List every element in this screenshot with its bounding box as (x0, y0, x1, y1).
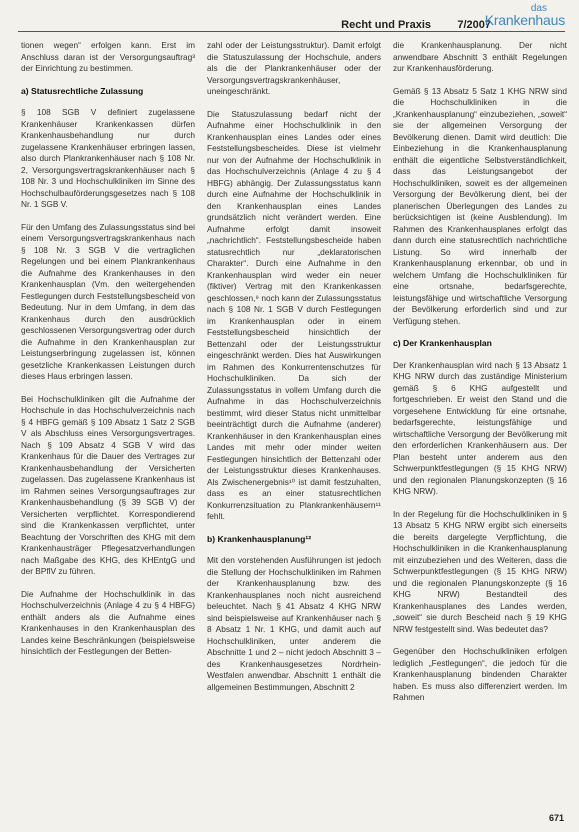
magazine-logo (484, 3, 565, 30)
paragraph: Die Statuszulassung bedarf nicht der Aufnahme einer Hochschulklinik in den Krankenhausplan eines Landes oder eines Feststellungsbescheides. Diese ist vielmehr nur von der Aufnahme der Hochschulklinik in das Hochschulverzeichnis (Anlage 4 zu § 4 HBFG) abhängig. Der Zulassungsstatus kann durch eine Aufnahme der Hochschulklinik in den Krankenhausplan eines Landes grundsätzlich nicht verändert werden. Eine Aufnahme erfolgt damit insoweit „nachrichtlich“. Feststellungsbescheide haben statusrechtlich nur „deklaratorischen Charakter“. Durch eine Aufnahme in den Krankenhausplan wird weder ein neuer (fiktiver) Vertrag mit den Krankenkassen geschlossen,⁹ noch kann der Zulassungsstatus nach § 108 Nr. 1 SGB V durch Festlegungen im Krankenhausplan oder in einem Feststellungsbescheid hinsichtlich der Bettenzahl oder der Leistungsstruktur eingeschränkt werden. Dies hat Auswirkungen im Rahmen des Konkurrentenschutzes für Hochschulkliniken. Da sich der Zulassungsstatus in vollem Umfang durch die Aufnahme in das Hochschulverzeichnis bestimmt, wird dieser Status nicht unmittelbar beeinträchtigt durch die Aufnahme (anderer) Krankenhäuser in den Krankenhausplan eines Landes mit mehr oder minder weiten Festlegungen hinsichtlich der Bettenzahl oder der Leistungsstruktur dieses Krankenhauses. Als Zwischenergebnis¹⁰ ist damit festzuhalten, dass es an einer statusrechtlichen Konkurrenzsituation zu Plankrankenhäusern¹¹ fehlt. (207, 108, 381, 521)
header-rule (18, 31, 565, 32)
paragraph: Bei Hochschulkliniken gilt die Aufnahme der Hochschule in das Hochschulverzeichnis nach § 4 HBFG gemäß § 109 Absatz 1 Satz 2 SGB V als Abschluss eines Versorgungsvertrages. Nach § 109 Absatz 4 SGB V wird das Krankenhaus für die Dauer des Vertrages zur Krankenhausbehandlung der Versicherten zugelassen. Das zugelassene Krankenhaus ist im Rahmen seines Versorgungsauftrages zur Krankenhausbehandlung (§ 39 SGB V) der Versicherten verpflichtet. Korrespondierend sind die Krankenkassen verpflichtet, unter Beachtung der Vorschriften des KHG mit dem Krankenhausträger Pflegesatzverhandlungen nach Maßgabe des KHG, des KHEntgG und der BPflV zu führen. (21, 393, 195, 576)
page-header (0, 0, 579, 40)
issue-number: 7/2007 (457, 19, 491, 31)
paragraph: In der Regelung für die Hochschulkliniken in § 13 Absatz 5 KHG NRW ergibt sich einerseits die bereits dargelegte Verpflichtung, die Hochschulkliniken in die Krankenhausplanung mit einzubeziehen und des Weiteren, dass die Schwerpunktfestlegungen (§ 15 KHG NRW) und die regionalen Planungskonzepte (§ 16 KHG NRW) Bestandteil des Krankenhausplanes des Landes werden, „soweit“ sie durch Bescheid nach § 19 KHG NRW festgestellt sind. Was bedeutet das? (393, 508, 567, 634)
section-heading: c) Der Krankenhausplan (393, 338, 492, 348)
text-column-middle (207, 40, 381, 815)
paragraph: zahl oder der Leistungsstruktur). Damit erfolgt die Statuszulassung der Hochschule, anders als die der Plankrankenhäuser oder der Versorgungsvertragskrankenhäuser, uneingeschränkt. (207, 40, 381, 96)
logo-title: Krankenhaus (484, 12, 565, 28)
paragraph: tionen wegen“ erfolgen kann. Erst im Anschluss daran ist der Versorgungsauftrag³ der Einrichtung zu bestimmen. (21, 40, 195, 73)
section-heading: a) Statusrechtliche Zulassung (21, 85, 144, 96)
paragraph: § 108 SGB V definiert zugelassene Krankenhäuser Krankenkassen dürfen Krankenhausbehandlung nur durch zugelassene Krankenhäuser erbringen lassen, also durch Plankrankenhäuser nach § 108 Nr. 2, Versorgungsvertragskrankenhäuser nach § 108 Nr. 3 und Hochschulkliniken im Sinne des Hochschulbauförderungsgesetzes nach § 108 Nr. 1 SGB V. (21, 107, 195, 209)
paragraph: Die Aufnahme der Hochschulklinik in das Hochschulverzeichnis (Anlage 4 zu § 4 HBFG) enthält anders als die Aufnahme eines Krankenhauses in den Krankenhausplan des Landes keine Beschränkungen (beispielsweise hinsichtlich der Festlegungen der Betten- (21, 588, 195, 656)
paragraph: Für den Umfang des Zulassungsstatus sind bei einem Versorgungsvertragskrankenhaus nach § 108 Nr. 3 SGB V die vertraglichen Regelungen und bei einem Plankrankenhaus die Aufnahme des Krankenhauses in den Krankenhausplan (Vm. den weitergehenden Festlegungen durch Feststellungsbescheid von Bedeutung. Nur in dem Umfang, in dem das Krankenhaus durch den ausdrücklich geschlossenen Versorgungsvertrag oder durch die Aufnahme in den Krankenhausplan zur Leistungserbringung zugelassen ist, können gesetzliche Krankenkassen Leistungen durch dieses Haus erbringen lassen. (21, 221, 195, 381)
paragraph: Mit den vorstehenden Ausführungen ist jedoch die Stellung der Hochschulkliniken im Rahmen der Krankenhausplanung bzw. des Krankenhausplanes noch nicht ausreichend beleuchtet. Nach § 41 Absatz 4 KHG NRW sind beispielsweise auf Krankenhäuser nach § 8 Absatz 1 Nr. 1 KHG, und damit auch auf Hochschulkliniken, unter anderem die Abschnitte 1 und 2 – nicht jedoch Abschnitt 3 – des Krankenhausgesetzes Nordrhein-Westfalen anwendbar. Abschnitt 1 enthält die allgemeinen Bestimmungen, Abschnitt 2 (207, 555, 381, 692)
paragraph: Der Krankenhausplan wird nach § 13 Absatz 1 KHG NRW durch das zuständige Ministerium gemäß § 6 KHG aufgestellt und fortgeschrieben. Er weist den Stand und die vorgesehene Entwicklung für eine ortsnahe, bedarfsgerechte, leistungsfähige und wirtschaftliche Versorgung der Bevölkerung mit den erforderlichen Krankenhäusern aus. Der Plan besteht unter anderem aus den Schwerpunktfestlegungen (§ 15 KHG NRW) und den regionalen Planungskonzepten (§ 16 KHG NRW). (393, 359, 567, 496)
text-column-left (21, 40, 195, 815)
paragraph: Gemäß § 13 Absatz 5 Satz 1 KHG NRW sind die Hochschulkliniken in die „Krankenhausplanung“ einzubeziehen, „soweit“ sie der allgemeinen Versorgung der Bevölkerung dienen. Damit wird deutlich: Die Einbeziehung in die Krankenhausplanung enthält die eigentliche Selbstverständlichkeit, dass das Leistungsangebot der Hochschulkliniken, soweit es der allgemeinen Versorgung der Bevölkerung dient, bei der planerischen Überlegungen des Landes zu berücksichtigen ist (keine Ausblendung). Im Rahmen des Krankenhausplanes erfolgt das dann durch eine statusrechtlich nachrichtliche Listung. So wird innerhalb der Krankenhausplanung erkennbar, ob und in welchem Umfang die Hochschulkliniken für eine ortsnahe, bedarfsgerechte, leistungsfähige und wirtschaftliche Versorgung der Bevölkerung erforderlich sind und zur Verfügung stehen. (393, 85, 567, 326)
logo-article: das (530, 3, 547, 14)
paragraph: Gegenüber den Hochschulkliniken erfolgen lediglich „Festlegungen“, die jedoch für die Krankenhausplanung bindenden Charakter haben. Es muss also differenziert werden. Im Rahmen (393, 646, 567, 702)
text-column-right (393, 40, 567, 815)
section-heading: b) Krankenhausplanung¹² (207, 533, 312, 544)
page-number: 671 (548, 813, 564, 823)
section-title: Recht und Praxis (341, 19, 431, 31)
paragraph: die Krankenhausplanung. Der nicht anwendbare Abschnitt 3 enthält Regelungen zur Krankenhausförderung. (393, 40, 567, 73)
